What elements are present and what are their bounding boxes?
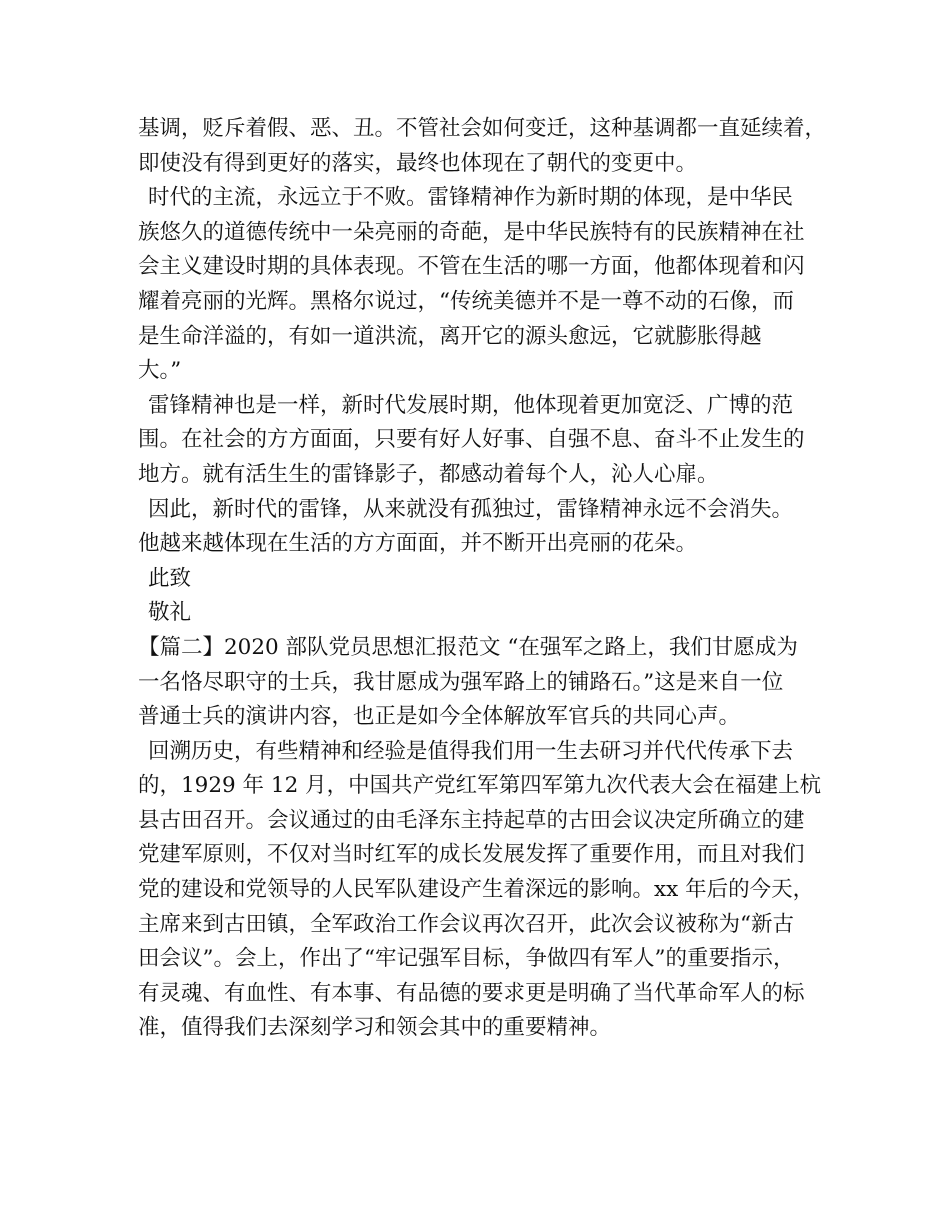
closing-salutation: 此致: [148, 565, 192, 591]
text-line: 准，值得我们去深刻学习和领会其中的重要精神。: [138, 1015, 612, 1041]
text-line: 有灵魂、有血性、有本事、有品德的要求更是明确了当代革命军人的标: [138, 980, 805, 1006]
text-line: 围。在社会的方方面面，只要有好人好事、自强不息、奋斗不止发生的: [138, 427, 805, 453]
text-line: 党的建设和党领导的人民军队建设产生着深远的影响。xx 年后的今天，: [138, 877, 815, 903]
section-heading-line: 【篇二】2020 部队党员思想汇报范文 “在强军之路上，我们甘愿成为: [138, 634, 798, 660]
closing-regards: 敬礼: [148, 600, 192, 626]
text-line: 耀着亮丽的光辉。黑格尔说过，“传统美德并不是一尊不动的石像，而: [138, 288, 794, 314]
text-line: 他越来越体现在生活的方方面面，并不断开出亮丽的花朵。: [138, 531, 698, 557]
text-line: 县古田召开。会议通过的由毛泽东主持起草的古田会议决定所确立的建: [138, 807, 805, 833]
text-line: 是生命洋溢的，有如一道洪流，离开它的源头愈远，它就膨胀得越: [138, 323, 762, 349]
text-line: 时代的主流，永远立于不败。雷锋精神作为新时期的体现，是中华民: [148, 185, 794, 211]
text-line: 的，1929 年 12 月，中国共产党红军第四军第九次代表大会在福建上杭: [138, 773, 822, 799]
text-line: 雷锋精神也是一样，新时代发展时期，他体现着更加宽泛、广博的范: [148, 392, 794, 418]
text-line: 地方。就有活生生的雷锋影子，都感动着每个人，沁人心扉。: [138, 461, 719, 487]
text-line: 大。”: [138, 358, 182, 384]
text-line: 田会议”。会上，作出了“牢记强军目标，争做四有军人”的重要指示，: [138, 946, 795, 972]
text-line: 会主义建设时期的具体表现。不管在生活的哪一方面，他都体现着和闪: [138, 254, 805, 280]
text-line: 主席来到古田镇，全军政治工作会议再次召开，此次会议被称为“新古: [138, 911, 794, 937]
text-line: 因此，新时代的雷锋，从来就没有孤独过，雷锋精神永远不会消失。: [148, 496, 794, 522]
text-line: 族悠久的道德传统中一朵亮丽的奇葩，是中华民族特有的民族精神在社: [138, 219, 805, 245]
text-line: 回溯历史，有些精神和经验是值得我们用一生去研习并代代传承下去: [148, 738, 794, 764]
text-line: 即使没有得到更好的落实，最终也体现在了朝代的变更中。: [138, 150, 698, 176]
text-line: 普通士兵的演讲内容，也正是如今全体解放军官兵的共同心声。: [138, 704, 741, 730]
text-line: 一名恪尽职守的士兵，我甘愿成为强军路上的铺路石。”这是来自一位: [138, 669, 784, 695]
text-line: 党建军原则，不仅对当时红军的成长发展发挥了重要作用，而且对我们: [138, 842, 805, 868]
text-line: 基调，贬斥着假、恶、丑。不管社会如何变迁，这种基调都一直延续着，: [138, 116, 827, 141]
document-body: [138, 112, 828, 1046]
